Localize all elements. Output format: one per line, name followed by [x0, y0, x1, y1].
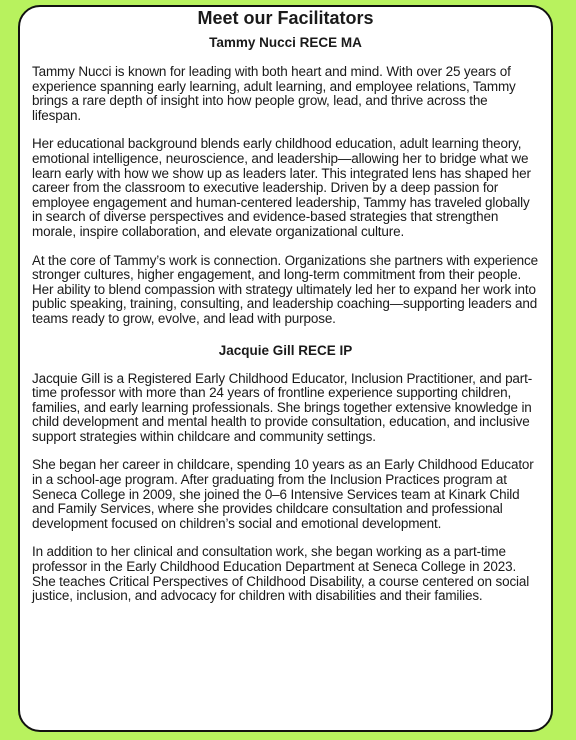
facilitators-card [18, 5, 553, 732]
tammy-bio-paragraph-2: Her educational background blends early childhood education, adult learning theory, emotional intelligence, neuroscience, and leadership—allowing her to bridge what we learn early with how we show up as leaders later. This integrated lens has shaped her career from the classroom to executive leadership. Driven by a deep passion for employee engagement and human-centered leadership, Tammy has traveled globally in search of diverse perspectives and evidence-based strategies that strengthen morale, inspire collaboration, and elevate organizational culture. [32, 136, 531, 239]
page-title: Meet our Facilitators [197, 8, 374, 28]
jacquie-bio-paragraph-2: She began her career in childcare, spending 10 years as an Early Childhood Educator in a school-age program. After graduating from the Inclusion Practices program at Seneca College in 2009, she joined the 0–6 Intensive Services team at Kinark Child and Family Services, where she provides childcare consultation and professional development focused on children’s social and emotional development. [32, 457, 534, 531]
jacquie-bio-paragraph-1: Jacquie Gill is a Registered Early Childhood Educator, Inclusion Practitioner, and part-time professor with more than 24 years of frontline experience supporting children, families, and early learning professionals. She brings together extensive knowledge in child development and mental health to provide consultation, education, and inclusive support strategies within childcare and community settings. [32, 370, 533, 444]
tammy-bio-paragraph-1: Tammy Nucci is known for leading with both heart and mind. With over 25 years of experience spanning early learning, adult learning, and employee relations, Tammy brings a rare depth of insight into how people grow, lead, and thrive across the lifespan. [32, 64, 516, 123]
facilitator-name-tammy: Tammy Nucci RECE MA [209, 35, 362, 50]
facilitator-name-jacquie: Jacquie Gill RECE IP [218, 342, 353, 358]
tammy-bio-paragraph-3: At the core of Tammy’s work is connection. Organizations she partners with experience stronger cultures, higher engagement, and long-term commitment from their people. Her ability to blend compassion with strategy ultimately led her to expand her work into public speaking, training, consulting, and leadership coaching—supporting leaders and teams ready to grow, evolve, and lead with purpose. [32, 252, 538, 326]
jacquie-bio-paragraph-3: In addition to her clinical and consultation work, she began working as a part-time professor in the Early Childhood Education Department at Seneca College in 2023. She teaches Critical Perspectives of Childhood Disability, a course centered on social justice, inclusion, and advocacy for children with disabilities and their families. [32, 544, 530, 604]
